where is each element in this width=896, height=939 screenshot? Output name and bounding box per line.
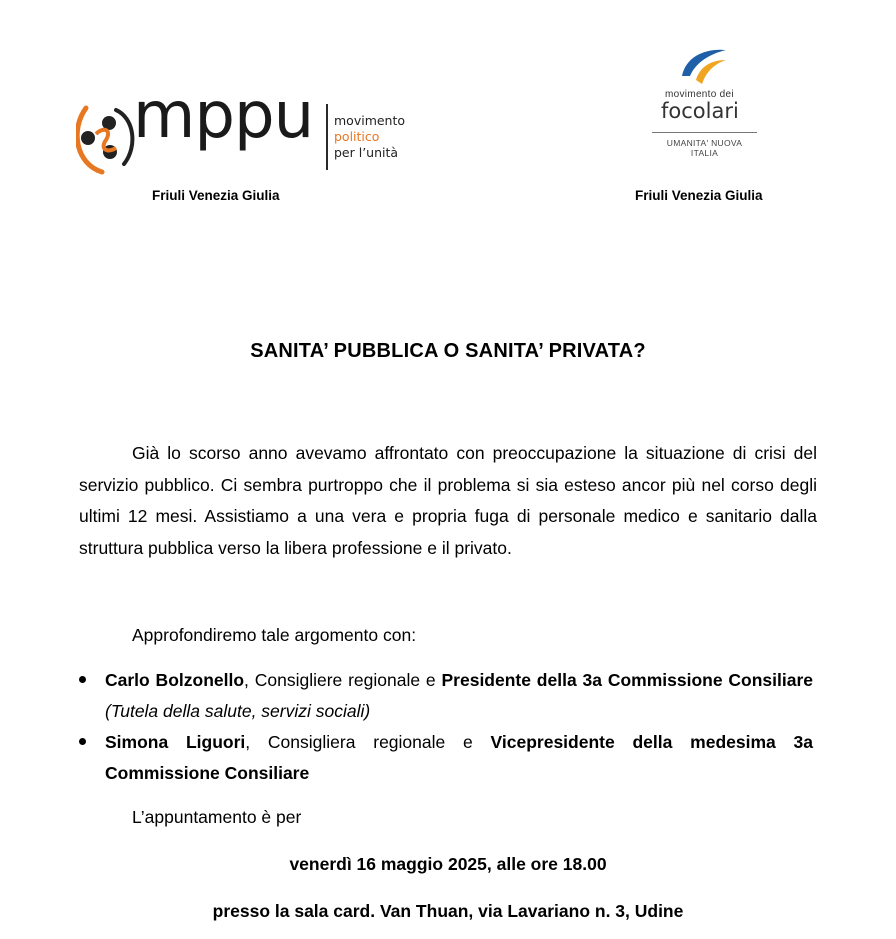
guest-name: Simona Liguori [105, 732, 246, 752]
guest-title: Vicepresidente della medesima 3a Commissione Consiliare [105, 732, 813, 783]
bullet-icon [79, 676, 86, 683]
focolari-logo-name: focolari [661, 99, 739, 123]
guest-note: (Tutela della salute, servizi sociali) [105, 701, 371, 721]
body-paragraph [79, 438, 817, 564]
list-item [79, 727, 813, 789]
mppu-logo-subtitle [334, 113, 405, 161]
mppu-logo-icon [76, 98, 138, 178]
event-location: presso la sala card. Van Thuan, via Lavariano n. 3, Udine [212, 901, 684, 921]
focolari-logo-divider [652, 132, 757, 133]
guest-role: , Consigliere regionale e [244, 670, 442, 690]
focolari-logo-small: movimento dei [665, 89, 734, 100]
mppu-sub-line-2: politico [334, 129, 380, 144]
focolari-logo-subtitle [652, 138, 757, 158]
guest-role: , Consigliera regionale e [245, 732, 491, 752]
guest-title: Presidente della 3a Commissione Consiliare [441, 670, 814, 690]
mppu-logo-word: mppu [133, 79, 314, 153]
focolari-sub-line-1: UMANITA' NUOVA [666, 138, 743, 148]
event-date-time: venerdì 16 maggio 2025, alle ore 18.00 [289, 854, 607, 874]
mppu-logo-divider [326, 104, 328, 170]
guest-name: Carlo Bolzonello [105, 670, 245, 690]
document-title: SANITA’ PUBBLICA O SANITA’ PRIVATA? [250, 340, 646, 362]
appointment-intro: L’appuntamento è per [132, 807, 302, 827]
bullet-icon [79, 738, 86, 745]
list-item [79, 665, 813, 727]
focolari-region-label: Friuli Venezia Giulia [635, 188, 763, 203]
focolari-sub-line-2: ITALIA [690, 148, 719, 158]
mppu-sub-line-1: movimento [334, 113, 406, 128]
body-paragraph-text: Già lo scorso anno avevamo affrontato con preoccupazione la situazione di crisi del servizio pubblico. Ci sembra purtroppo che il problema si sia esteso ancor più nel corso degli ultimi 12 mesi. Assistiamo a una vera e propria fuga di personale medico e sanitario dalla struttura pubblica verso la libera professione e il privato. [79, 443, 817, 558]
mppu-region-label: Friuli Venezia Giulia [152, 188, 280, 203]
guests-intro: Approfondiremo tale argomento con: [132, 625, 417, 645]
guest-list [79, 665, 813, 789]
focolari-logo-icon [680, 46, 728, 86]
mppu-sub-line-3: per l’unità [334, 145, 399, 160]
